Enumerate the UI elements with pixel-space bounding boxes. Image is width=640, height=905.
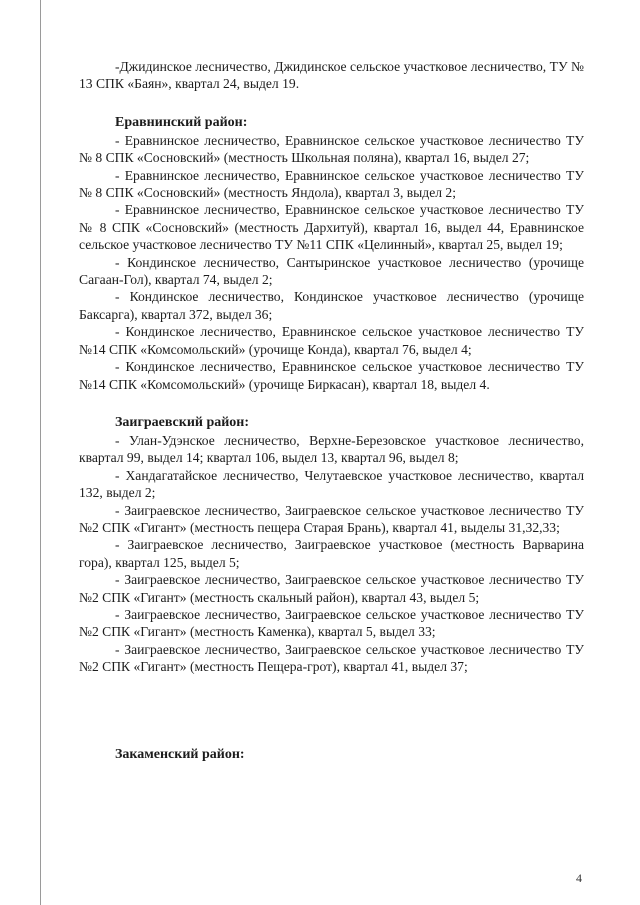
list-item: - Кондинское лесничество, Сантыринское участковое лесничество (урочище Сагаан-Гол), квартал 74, выдел 2; bbox=[79, 254, 584, 288]
page-number: 4 bbox=[576, 871, 582, 885]
list-item: - Заиграевское лесничество, Заиграевское сельское участковое лесничество ТУ №2 СПК «Гигант» (местность скальный район), квартал 43, выдел 5; bbox=[79, 572, 584, 605]
section-heading-zakamensk: Закаменский район: bbox=[115, 746, 245, 762]
list-item: - Хандагатайское лесничество, Челутаевское участковое лесничество, квартал 132, выдел 2; bbox=[79, 467, 584, 501]
intro-paragraph: -Джидинское лесничество, Джидинское сельское участковое лесничество, ТУ № 13 СПК «Баян», квартал 24, выдел 19. bbox=[79, 59, 584, 92]
section-heading-eravna: Еравнинский район: bbox=[115, 114, 248, 130]
list-item: - Еравнинское лесничество, Еравнинское сельское участковое лесничество ТУ № 8 СПК «Сосновский» (местность Дархитуй), квартал 16, выдел 44, Еравнинское сельское участковое лесничество ТУ №11 СПК «Целинный», квартал 25, выдел 19; bbox=[79, 202, 584, 253]
list-item: - Еравнинское лесничество, Еравнинское сельское участковое лесничество ТУ № 8 СПК «Сосновский» (местность Школьная поляна), квартал 16, выдел 27; bbox=[79, 132, 584, 166]
list-item: - Еравнинское лесничество, Еравнинское сельское участковое лесничество ТУ № 8 СПК «Сосновский» (местность Яндола), квартал 3, выдел 2; bbox=[79, 167, 584, 201]
list-item: - Улан-Удэнское лесничество, Верхне-Березовское участковое лесничество, квартал 99, выдел 14; квартал 106, выдел 13, квартал 96, выдел 8; bbox=[79, 432, 584, 466]
list-item: - Кондинское лесничество, Еравнинское сельское участковое лесничество ТУ №14 СПК «Комсомольский» (урочище Биркасан), квартал 18, выдел 4. bbox=[79, 359, 584, 392]
scan-edge-line bbox=[40, 0, 41, 905]
list-item: - Заиграевское лесничество, Заиграевское участковое (местность Варварина гора), квартал 125, выдел 5; bbox=[79, 537, 584, 570]
list-item: - Заиграевское лесничество, Заиграевское сельское участковое лесничество ТУ №2 СПК «Гигант» (местность Пещера-грот), квартал 41, выдел 37; bbox=[79, 641, 584, 675]
list-item: - Кондинское лесничество, Кондинское участковое лесничество (урочище Баксарга), квартал 372, выдел 36; bbox=[79, 289, 584, 322]
document-page bbox=[79, 58, 584, 764]
list-item: - Заиграевское лесничество, Заиграевское сельское участковое лесничество ТУ №2 СПК «Гигант» (местность пещера Старая Брань), квартал 41, выделы 31,32,33; bbox=[79, 502, 584, 535]
list-item: - Заиграевское лесничество, Заиграевское сельское участковое лесничество ТУ №2 СПК «Гигант» (местность Каменка), квартал 5, выдел 33; bbox=[79, 606, 584, 640]
section-heading-zaigraevo: Заиграевский район: bbox=[115, 414, 250, 430]
list-item: - Кондинское лесничество, Еравнинское сельское участковое лесничество ТУ №14 СПК «Комсомольский» (урочище Конда), квартал 76, выдел 4; bbox=[79, 324, 584, 357]
